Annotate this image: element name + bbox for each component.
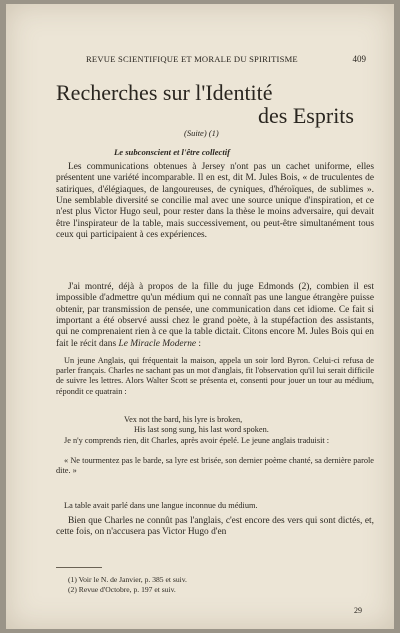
footnote-1: (1) Voir le N. de Janvier, p. 385 et suiv. — [68, 575, 187, 584]
article-title-line-1: Recherches sur l'Identité — [56, 80, 273, 105]
journal-page — [6, 4, 394, 629]
body-paragraph-2-text: J'ai montré, déjà à propos de la fille du juge Edmonds (2), combien il est impossible d'admettre qu'un médium qui ne connaît pas une langue étrangère puisse obtenir, par transmission de pensée, une communication dans cet idiome. Ce fait si important a été observé aussi chez le grand poète, à la stupéfaction des assistants, qui ne comprenaient rien à ce que la table dictait. Citons encore M. Jules Bois qui en fait le récit dans — [56, 282, 374, 349]
quoted-passage-3: La table avait parlé dans une langue inconnue du médium. — [64, 501, 258, 510]
cited-book-title: Le Miracle Moderne — [118, 338, 197, 349]
running-head: REVUE SCIENTIFIQUE ET MORALE DU SPIRITISME — [86, 54, 298, 64]
section-heading: Le subconscient et l'être collectif — [114, 147, 230, 157]
body-paragraph-2 — [56, 282, 374, 350]
page-number: 409 — [352, 54, 366, 64]
quoted-passage-2: Je n'y comprends rien, dit Charles, après avoir épelé. Le jeune anglais traduisit : — [64, 436, 330, 445]
footnote-2: (2) Revue d'Octobre, p. 197 et suiv. — [68, 585, 176, 594]
suite-note: (Suite) (1) — [184, 128, 219, 138]
signature-mark: 29 — [354, 606, 362, 615]
quoted-translation: « Ne tourmentez pas le barde, sa lyre est brisée, son dernier poème chanté, sa dernière parole dite. » — [56, 456, 374, 476]
article-title-line-2: des Esprits — [258, 103, 354, 128]
body-paragraph-2-end: : — [196, 338, 202, 349]
body-paragraph-1: Les communications obtenues à Jersey n'ont pas un cachet uniforme, elles présentent une variété incomparable. Il en est, dit M. Jules Bois, « de truculentes de satiriques, d'élégiaques, de langoureuses, de cyniques, d'héroïques, de sublimes ». Une semblable diversité se concilie mal avec une source unique d'inspiration, et ce n'est plus Victor Hugo seul, pour rester dans la thèse le moins adversaire, qui devait être l'inspirateur de la table, mais successivement, ou peut-être simultanément tous ceux qui participaient à ces expériences. — [56, 162, 374, 241]
quoted-passage-1: Un jeune Anglais, qui fréquentait la maison, appela un soir lord Byron. Celui-ci refusa de parler français. Charles ne sachant pas un mot d'anglais, fit l'observation qu'il lui serait difficile de suivre les lettres. Alors Walter Scott se présenta et, consenti pour jouer un tour au médium, répondit ce quatrain : — [56, 356, 374, 396]
verse-line-2: His last song sung, his last word spoken. — [134, 425, 269, 434]
verse-line-1: Vex not the bard, his lyre is broken, — [124, 415, 243, 424]
body-paragraph-3: Bien que Charles ne connût pas l'anglais, c'est encore des vers qui sont dictés, et, cette fois, on n'accusera pas Victor Hugo d'en — [56, 516, 374, 538]
footnote-rule — [56, 567, 102, 568]
